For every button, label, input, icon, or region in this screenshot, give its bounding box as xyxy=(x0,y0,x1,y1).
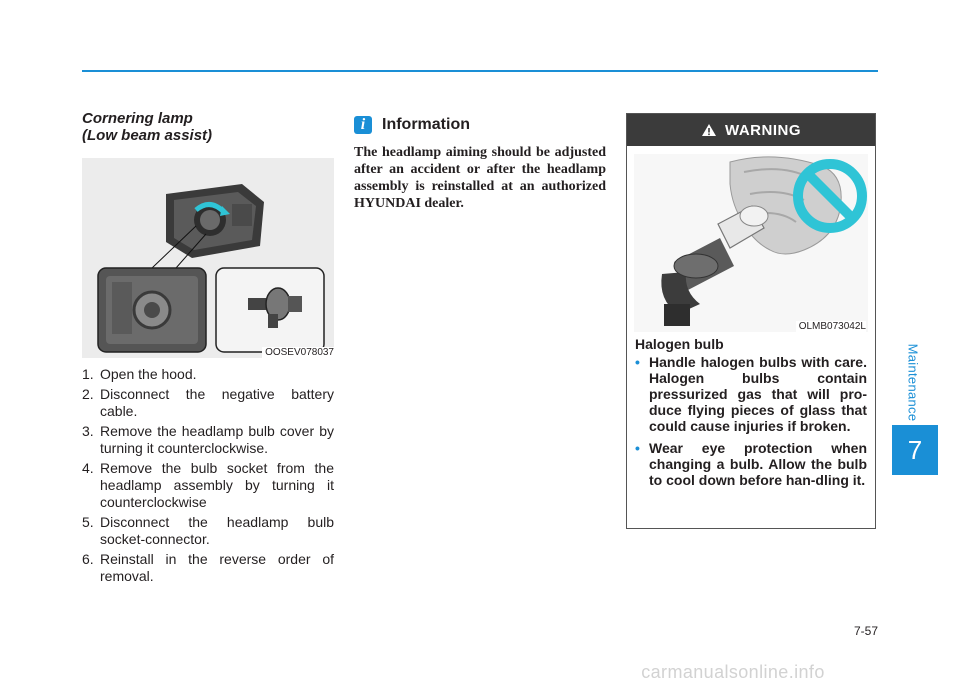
bullet-dot-icon: • xyxy=(635,440,640,456)
warning-figure-code: OLMB073042L xyxy=(796,321,866,332)
warning-body xyxy=(627,332,875,488)
warning-triangle-icon xyxy=(701,123,717,137)
figure-code: OOSEV078037 xyxy=(262,347,334,358)
top-rule xyxy=(82,70,878,72)
info-icon: i xyxy=(354,116,372,134)
steps-list xyxy=(82,366,334,585)
step-item: 2. Disconnect the negative battery cable. xyxy=(82,386,334,419)
section-title xyxy=(82,110,334,144)
headlamp-figure xyxy=(82,158,334,358)
step-item: 5. Disconnect the headlamp bulb socket-connector. xyxy=(82,514,334,547)
step-item: 3. Remove the headlamp bulb cover by turning it counterclockwise. xyxy=(82,423,334,456)
warning-header xyxy=(627,114,875,146)
information-text: The headlamp aiming should be adjusted after an accident or after the headlamp assembly is reinstalled at an authorized HYUNDAI dealer. xyxy=(354,145,606,211)
chapter-side-label: Maintenance xyxy=(905,343,921,421)
step-item: 1. Open the hood. xyxy=(82,366,197,382)
chapter-tab: 7 xyxy=(892,425,938,475)
step-item: 6. Reinstall in the reverse order of removal. xyxy=(82,551,334,584)
bullet-dot-icon: • xyxy=(635,354,640,370)
step-item: 4. Remove the bulb socket from the headlamp assembly by turning it counterclockwise xyxy=(82,460,334,510)
warning-list xyxy=(635,354,867,488)
halogen-bulb-figure xyxy=(634,154,868,332)
warning-bullet: • Handle halogen bulbs with care. Halogen bulbs contain pressurized gas that will pro-duce flying pieces of glass that could cause injuries if broken. xyxy=(635,354,867,434)
headlamp-illustration xyxy=(82,158,334,358)
watermark: carmanualsonline.info xyxy=(641,662,825,682)
page-number: 7-57 xyxy=(853,624,878,638)
warning-subtitle: Halogen bulb xyxy=(635,336,724,352)
information-title: Information xyxy=(382,116,470,133)
section-title-line2: (Low beam assist) xyxy=(82,127,213,144)
section-title-line1: Cornering lamp xyxy=(82,110,193,127)
information-section xyxy=(354,114,606,212)
warning-title: WARNING xyxy=(725,121,801,139)
warning-box xyxy=(626,113,876,529)
information-header xyxy=(354,114,606,136)
headlamp-assembly-image xyxy=(166,184,264,258)
warning-bullet: • Wear eye protection when changing a bulb. Allow the bulb to cool down before han-dling it. xyxy=(635,440,867,488)
halogen-bulb-illustration xyxy=(634,154,868,332)
cornering-lamp-section xyxy=(82,110,334,588)
